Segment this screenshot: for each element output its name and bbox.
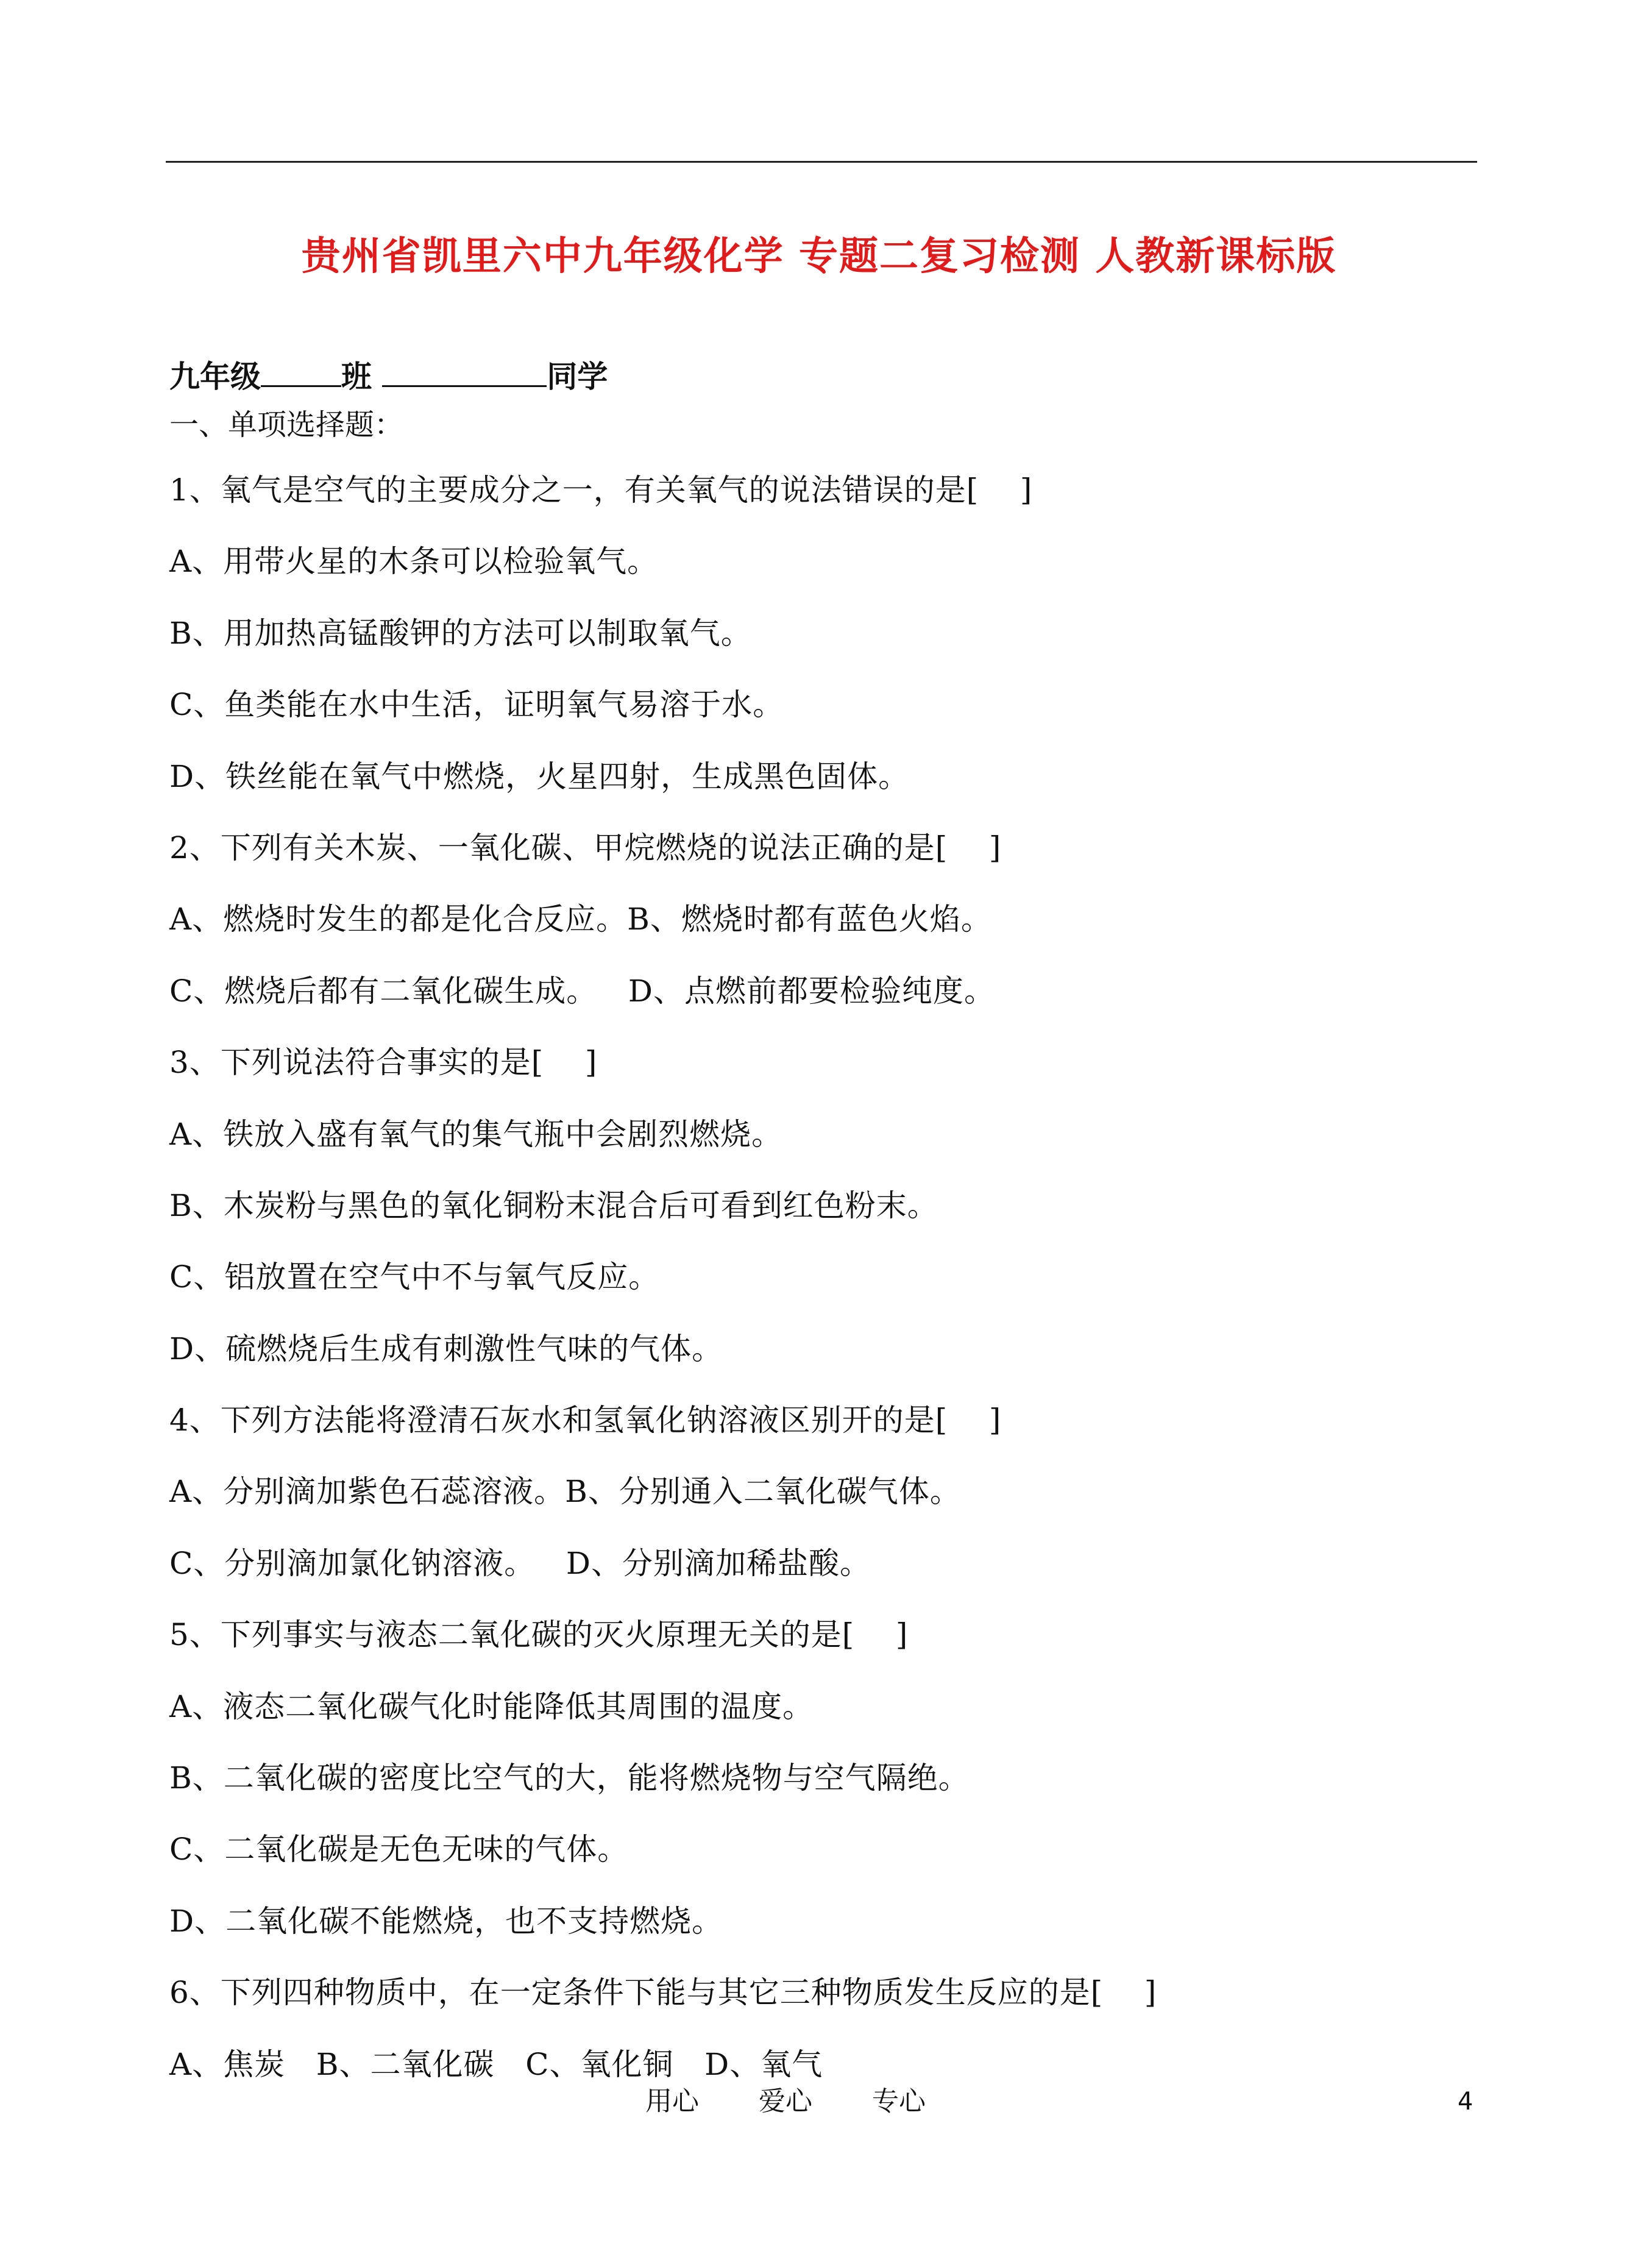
class-blank <box>261 354 341 387</box>
header-rule <box>166 161 1477 163</box>
class-name-line <box>169 354 608 398</box>
question-3-option-c: C、铝放置在空气中不与氧气反应。 <box>169 1259 660 1295</box>
question-5-option-a: A、液态二氧化碳气化时能降低其周围的温度。 <box>169 1688 814 1724</box>
question-1-option-b: B、用加热高锰酸钾的方法可以制取氧气。 <box>169 615 752 651</box>
footer-motto <box>645 2083 985 2120</box>
question-4-options-cd: C、分别滴加氯化钠溶液。 D、分别滴加稀盐酸。 <box>169 1545 871 1581</box>
question-4-options-ab: A、分别滴加紫色石蕊溶液。B、分别通入二氧化碳气体。 <box>169 1474 961 1510</box>
class-label: 班 <box>341 358 372 394</box>
question-2-options-ab: A、燃烧时发生的都是化合反应。B、燃烧时都有蓝色火焰。 <box>169 901 992 937</box>
question-3-option-d: D、硫燃烧后生成有刺激性气味的气体。 <box>169 1331 723 1367</box>
footer-motto-1: 用心 <box>645 2086 699 2117</box>
name-blank <box>382 354 547 387</box>
student-label: 同学 <box>547 358 608 394</box>
page-title: 贵州省凯里六中九年级化学 专题二复习检测 人教新课标版 <box>301 233 1337 279</box>
question-6-stem: 6、下列四种物质中，在一定条件下能与其它三种物质发生反应的是[ ] <box>169 1975 1157 2011</box>
question-1-option-c: C、鱼类能在水中生活，证明氧气易溶于水。 <box>169 687 784 723</box>
question-5-option-c: C、二氧化碳是无色无味的气体。 <box>169 1832 629 1868</box>
question-3-option-a: A、铁放入盛有氧气的集气瓶中会剧烈燃烧。 <box>169 1116 783 1152</box>
question-1-option-d: D、铁丝能在氧气中燃烧，火星四射，生成黑色固体。 <box>169 758 910 794</box>
question-2-stem: 2、下列有关木炭、一氧化碳、甲烷燃烧的说法正确的是[ ] <box>169 830 1002 866</box>
grade-label: 九年级 <box>169 358 261 394</box>
page-number: 4 <box>1458 2088 1473 2116</box>
question-5-option-d: D、二氧化碳不能燃烧，也不支持燃烧。 <box>169 1903 723 1939</box>
section-heading: 一、单项选择题： <box>169 408 404 442</box>
question-6-options: A、焦炭 B、二氧化碳 C、氧化铜 D、氧气 <box>169 2046 823 2082</box>
question-2-options-cd: C、燃烧后都有二氧化碳生成。 D、点燃前都要检验纯度。 <box>169 973 996 1009</box>
question-1-stem: 1、氧气是空气的主要成分之一，有关氧气的说法错误的是[ ] <box>169 472 1033 508</box>
footer-motto-2: 爱心 <box>759 2086 812 2117</box>
question-4-stem: 4、下列方法能将澄清石灰水和氢氧化钠溶液区别开的是[ ] <box>169 1402 1002 1438</box>
footer-motto-3: 专心 <box>872 2086 926 2117</box>
question-5-option-b: B、二氧化碳的密度比空气的大，能将燃烧物与空气隔绝。 <box>169 1760 970 1796</box>
question-list <box>169 468 1480 2114</box>
question-1-option-a: A、用带火星的木条可以检验氧气。 <box>169 544 659 580</box>
question-3-option-b: B、木炭粉与黑色的氧化铜粉末混合后可看到红色粉末。 <box>169 1187 938 1223</box>
question-5-stem: 5、下列事实与液态二氧化碳的灭火原理无关的是[ ] <box>169 1617 909 1653</box>
question-3-stem: 3、下列说法符合事实的是[ ] <box>169 1045 598 1081</box>
